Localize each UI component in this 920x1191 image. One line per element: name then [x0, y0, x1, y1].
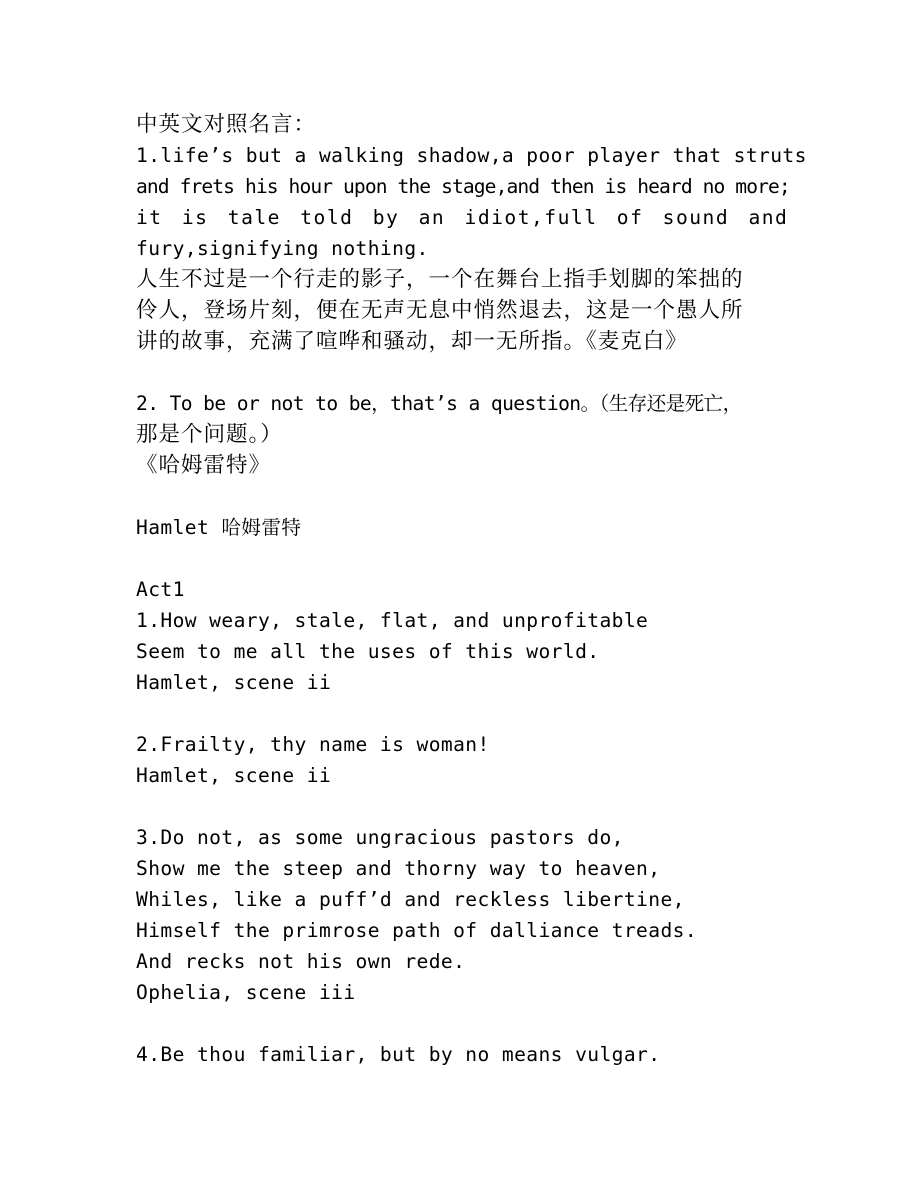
quote-1-en-line-3: it is tale told by an idiot,full of sound and [136, 206, 789, 229]
blank-line [136, 791, 796, 822]
act-label: Act1 [136, 578, 185, 601]
quote-item-4 [136, 1039, 796, 1070]
quote-2 [136, 388, 796, 481]
quote-item-1-line-3: Hamlet, scene ii [136, 671, 332, 694]
quote-1-zh-line-3: 讲的故事，充满了喧哗和骚动，却一无所指。《麦克白》 [136, 329, 688, 354]
quote-item-1-line-2: Seem to me all the uses of this world. [136, 640, 600, 663]
blank-line [136, 543, 796, 574]
blank-line [136, 481, 796, 512]
blank-line [136, 357, 796, 388]
quote-item-3 [136, 822, 796, 1008]
quote-item-3-line-2: Show me the steep and thorny way to heaven, [136, 857, 661, 880]
quote-item-2 [136, 729, 796, 791]
quote-2-line-1: 2. To be or not to be，that’s a question。（生存还是死亡， [136, 392, 742, 415]
quote-item-1 [136, 605, 796, 698]
quote-1-zh-line-2: 伶人，登场片刻，便在无声无息中悄然退去，这是一个愚人所 [136, 298, 744, 323]
quote-item-3-line-3: Whiles, like a puff’d and reckless libertine, [136, 888, 685, 911]
document-body [136, 109, 807, 1070]
quote-item-3-line-4: Himself the primrose path of dalliance treads. [136, 919, 698, 942]
blank-line [136, 698, 796, 729]
quote-1 [136, 140, 807, 357]
quote-2-source: 《哈姆雷特》 [136, 453, 272, 478]
quote-item-4-line-1: 4.Be thou familiar, but by no means vulgar. [136, 1043, 661, 1066]
quote-item-2-line-2: Hamlet, scene ii [136, 764, 332, 787]
blank-line [136, 1008, 796, 1039]
quote-1-en-line-2: and frets his hour upon the stage,and then is heard no more; [136, 175, 790, 198]
quote-1-zh-line-1: 人生不过是一个行走的影子，一个在舞台上指手划脚的笨拙的 [136, 267, 744, 292]
quote-1-en-line-4: fury,signifying nothing. [136, 237, 429, 260]
quote-item-1-line-1: 1.How weary, stale, flat, and unprofitable [136, 609, 649, 632]
quote-item-3-line-6: Ophelia, scene iii [136, 981, 356, 1004]
quote-item-2-line-1: 2.Frailty, thy name is woman! [136, 733, 490, 756]
quote-item-3-line-5: And recks not his own rede. [136, 950, 466, 973]
section-title: Hamlet 哈姆雷特 [136, 516, 302, 539]
quote-item-3-line-1: 3.Do not, as some ungracious pastors do, [136, 826, 624, 849]
quote-2-line-2: 那是个问题。） [136, 422, 283, 447]
document-heading: 中英文对照名言： [136, 112, 317, 137]
quote-1-en-line-1: 1.life’s but a walking shadow,a poor player that struts [136, 144, 807, 167]
